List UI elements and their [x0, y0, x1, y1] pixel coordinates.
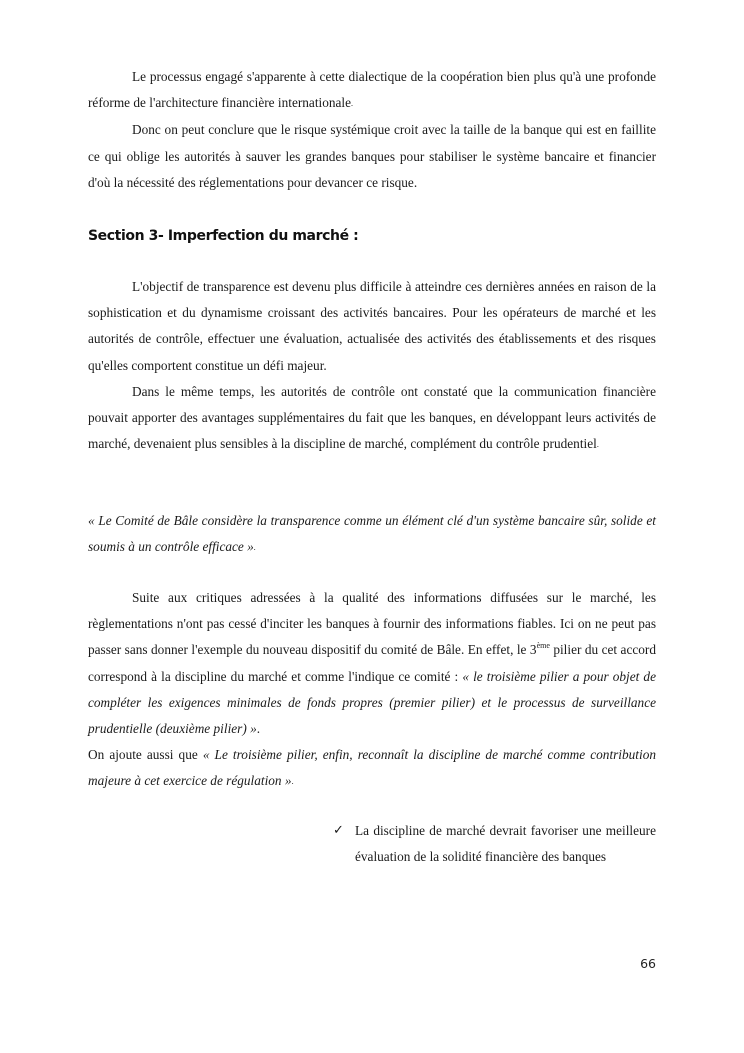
paragraph-6-quote: « Le troisième pilier, enfin, reconnaît la discipline de marché comme contribution majeure à cet exercice de régulation » [88, 747, 656, 789]
paragraph-5-end: . [256, 721, 261, 737]
paragraph-4-end: . [596, 440, 599, 450]
basel-quote [88, 508, 656, 561]
paragraph-5-text: Suite aux critiques adressées à la qualité des informations diffusées sur le marché, les règlementations n'ont pas cessé d'inciter les banques à fournir des informations fiables. Ici on ne peut pas passer sans donner l'exemple du nouveau dispositif du comité de Bâle. En effet, le [88, 590, 656, 658]
checkmark-icon: ✓ [333, 823, 344, 838]
quote-text: « Le Comité de Bâle considère la transparence comme un élément clé d'un système bancaire sûr, solide et soumis à un contrôle efficace » [88, 513, 656, 555]
quote-end: . [253, 543, 256, 553]
paragraph-6-lead: On ajoute aussi que [88, 747, 203, 763]
paragraph-3: L'objectif de transparence est devenu plus difficile à atteindre ces dernières années en raison de la sophistication et du dynamisme croissant des activités bancaires. Pour les opérateurs de marché et les autorités de contrôle, effectuer une évaluation, actualisée des activités des établissements et des risques qu'elles comportent constitue un défi majeur. [88, 279, 656, 373]
paragraph-5-ordinal: 3 [529, 642, 537, 658]
paragraph-5-quote: « le troisième pilier a pour objet de compléter les exigences minimales de fonds propres (premier pilier) et le processus de surveillance prudentielle (deuxième pilier) » [88, 668, 656, 737]
pillar-block [88, 585, 656, 796]
page-number: 66 [640, 956, 656, 971]
paragraph-2: Donc on peut conclure que le risque systémique croit avec la taille de la banque qui est en faillite ce qui oblige les autorités à sauver les grandes banques pour stabiliser le système bancaire et financier d'où la nécessité des réglementations pour devancer ce risque. [88, 122, 656, 190]
quote-paragraph [88, 508, 656, 561]
paragraph-5-continuation: pilier du cet accord correspond à la discipline du marché et comme l'indique ce comité : [88, 642, 656, 684]
section-heading: Section 3- Imperfection du marché : [88, 228, 359, 244]
bullet-item [333, 818, 656, 870]
paragraph-4 [88, 379, 656, 459]
section-body [88, 274, 656, 458]
paragraph-1-text: Le processus engagé s'apparente à cette dialectique de la coopération bien plus qu'à une profonde réforme de l'architecture financière internationale [88, 69, 656, 111]
paragraph-1-end: . [351, 99, 354, 109]
paragraph-1 [88, 64, 656, 117]
paragraph-4-text: Dans le même temps, les autorités de contrôle ont constaté que la communication financière pouvait apporter des avantages supplémentaires du fait que les banques, en développant leurs activités de marché, devenaient plus sensibles à la discipline de marché, complément du contrôle prudentiel [88, 383, 656, 452]
paragraph-6 [88, 742, 656, 795]
paragraph-5 [88, 585, 656, 742]
paragraph-6-end: . [291, 777, 294, 787]
paragraph-5-superscript: ème [536, 641, 550, 651]
intro-block [88, 64, 656, 196]
bullet-text: La discipline de marché devrait favoriser une meilleure évaluation de la solidité financière des banques [355, 823, 656, 865]
